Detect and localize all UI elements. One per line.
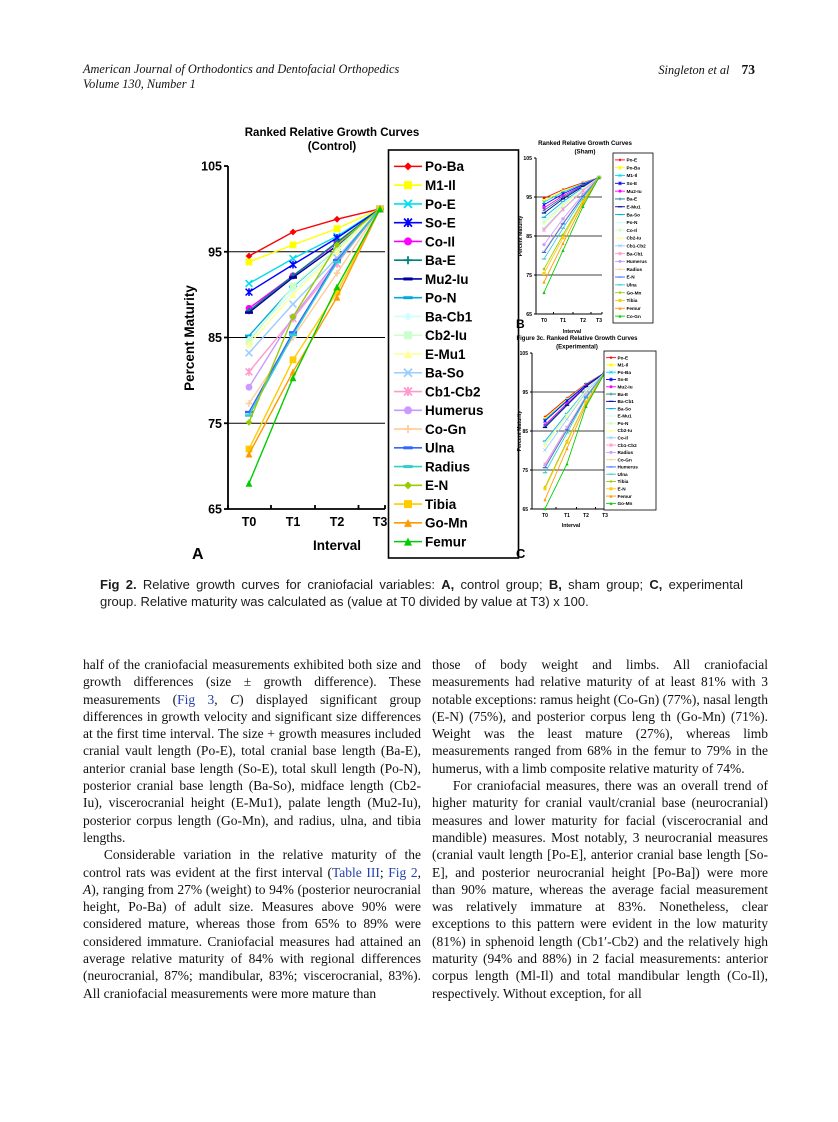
legend-label: Radius [617,450,634,456]
sham-growth-chart [515,133,755,335]
legend-label: Po-N [617,420,629,426]
legend-label: Tibia [425,496,457,512]
legend-label: Ba-E [626,196,638,202]
text-segment: For craniofacial measures, there was an overall trend of higher maturity for cranial vault/cranial base (neurocranial) measures and lower maturity for facial (viscerocranial and mandible) measures. Most notably, 3 neurocranial measures (cranial vault length [Po-E], anterior cranial base length [So-E], and posterior neurocranial height [Po-Ba]) were more than 90% mature, whereas the average facial measurement was relatively immature at 83%. Nonetheless, clear exceptions to this pattern were evident in the low maturity (81%) in sphenoid length (Cb1′-Cb2) and the relatively high maturity (94% and 88%) in 2 facial measurements: anterior corpus length (Ml-Il) and total mandibular length (Co-Il), respectively. Without exception, for all [432,778,768,1001]
paragraph [432,656,768,777]
legend-label: Radius [626,266,643,272]
y-tick-label: 65 [526,311,532,318]
legend-label: Cb2-Iu [425,328,467,344]
x-tick-label: T0 [542,513,548,519]
y-tick-label: 105 [519,350,528,357]
paragraph [83,846,421,1002]
text-segment: C, [649,577,663,592]
legend-label: Po-Ba [425,159,465,175]
legend-label: Tibia [626,298,638,304]
legend-label: E-Mu1 [425,346,466,362]
x-tick-label: T2 [579,318,587,324]
x-axis-labels [541,318,602,324]
legend-label: Po-N [425,290,457,306]
journal-issue: Volume 130, Number 1 [83,77,196,91]
legend-label: Po-E [626,157,638,163]
text-segment: A, [441,577,455,592]
x-tick-label: T1 [564,513,570,519]
text-segment: ; [379,864,389,880]
x-tick-label: T1 [559,318,567,324]
legend-label: E-N [617,486,626,492]
legend-label: Humerus [425,403,484,419]
y-tick-label: 85 [522,428,528,435]
legend-label: Mu2-Iu [425,271,469,287]
figure-panel-c [515,332,755,564]
y-axis-title: Percent Maturity [517,410,523,452]
legend-label: Ulna [617,471,628,477]
text-segment: , [417,864,421,880]
body-column-left [83,656,421,1002]
x-tick-label: T1 [285,515,301,529]
x-tick-label: T0 [241,515,257,529]
page-number: 73 [741,62,755,77]
x-axis-labels [542,513,608,519]
x-tick-label: T3 [602,513,608,519]
legend-label: Co-Il [617,435,628,441]
figure-caption [100,577,743,610]
legend [613,153,653,323]
legend-label: Radius [425,459,471,475]
legend-label: E-Mu1 [617,413,632,419]
legend-label: Cb2-Iu [626,235,642,241]
legend-label: Ba-Cb1 [626,251,643,257]
x-axis-labels [242,515,388,529]
legend-label: So-E [425,215,456,231]
legend-label: Ulna [626,282,637,288]
panel-letter: A [192,546,204,563]
journal-title: American Journal of Orthodontics and Dentofacial Orthopedics [83,62,400,76]
y-tick-label: 75 [526,272,532,279]
legend-label: Ba-So [617,406,632,412]
paragraph [432,777,768,1002]
experimental-growth-chart [515,332,755,564]
y-tick-label: 65 [522,506,528,513]
legend-label: Ba-Cb1 [617,399,634,405]
y-axis-title: Percent Maturity [182,285,197,391]
control-growth-chart [170,122,522,566]
running-head-right [658,62,755,78]
x-axis-title: Interval [561,523,581,529]
legend-label: Po-E [425,196,456,212]
legend-label: Ba-So [626,212,641,218]
legend-item [606,443,637,448]
y-axis-ticks [523,156,536,318]
text-segment: control group; [454,577,549,592]
legend-label: M1-Il [425,178,456,194]
y-tick-label: 75 [208,416,222,431]
legend [389,150,519,558]
citation-link[interactable]: Table III [332,864,380,880]
y-tick-label: 95 [526,194,532,201]
chart-title: Ranked Relative Growth Curves [244,127,420,139]
text-segment: C [230,691,240,707]
y-tick-label: 105 [523,155,532,162]
legend-label: So-E [617,377,629,383]
legend-label: Humerus [626,259,647,265]
legend-label: Ulna [425,440,455,456]
legend-label: Po-Ba [617,369,632,375]
legend-label: Ba-So [425,365,465,381]
legend-label: Ba-E [425,253,456,269]
x-tick-label: T2 [583,513,589,519]
legend-label: So-E [626,181,638,187]
x-tick-label: T0 [540,318,548,324]
y-axis-ticks [201,160,228,517]
legend-label: Cb1-Cb2 [617,442,637,448]
legend-label: Cb2-Iu [617,428,633,434]
text-segment: half of the craniofacial measurements exhibited both size and growth differences (size ± growth difference). These measurements ( [83,657,421,707]
citation-link[interactable]: Fig 3 [177,691,215,707]
text-segment: B, [548,577,562,592]
legend-label: E-N [626,274,635,280]
x-tick-label: T2 [329,515,345,529]
text-segment: Relative growth curves for craniofacial variables: [136,577,442,592]
series-Ulna [543,373,607,473]
running-author: Singleton et al [658,63,730,77]
legend-label: Po-E [617,355,629,361]
legend-label: Co-Gn [626,313,641,319]
citation-link[interactable]: Fig 2 [388,864,418,880]
chart-subtitle: (Experimental) [556,344,598,351]
legend-label: Go-Mn [617,501,633,507]
x-tick-label: T3 [372,515,388,529]
legend-label: Co-Il [425,234,455,250]
legend-label: E-Mu1 [626,204,641,210]
legend-label: Go-Mn [425,515,468,531]
chart-title: Figure 3c. Ranked Relative Growth Curves [516,336,638,342]
y-tick-label: 65 [208,502,222,517]
legend-label: Femur [617,493,632,499]
legend-label: Co-Gn [425,421,467,437]
y-tick-label: 75 [522,467,528,474]
legend-label: Cb1-Cb2 [626,243,646,249]
legend-label: Po-N [626,220,638,226]
y-tick-label: 95 [522,389,528,396]
text-segment: sham group; [561,577,650,592]
text-segment: those of body weight and limbs. All craniofacial measurements had relative maturity of at least 81% with 3 notable exceptions: ramus height (Co-Gn) (77%), nasal length (E-N) (75%), and posterior corpus leng th (Go-Mn) (71%). Weight was the least mature (27%), whereas limb measurements ranged from 68% in the femur to 79% in the humerus, with a limb composite relative maturity of 74%. [432,657,768,776]
legend-label: Femur [626,305,641,311]
legend-label: Tibia [617,479,629,485]
text-segment: Considerable variation in the relative maturity of the control rats was evident at the first interval ( [83,847,421,880]
series-Co-Gn [246,206,384,407]
y-tick-label: 95 [208,245,222,260]
text-segment: A [83,881,92,897]
figure-panel-a [170,122,522,566]
legend-label: Femur [425,534,467,550]
running-head [83,62,399,92]
paragraph [83,656,421,846]
x-axis-title: Interval [312,538,362,553]
x-axis-title: Interval [562,329,582,335]
chart-title: Ranked Relative Growth Curves [538,140,632,147]
y-tick-label: 85 [526,233,532,240]
text-segment: ), ranging from 27% (weight) to 94% (posterior neurocranial height, Po-Ba) of adult size. Measures above 90% were considered mature, whereas those from 65% to 89% were considered immature. Craniofacial measures had attained an average relative maturity of 84% with regional differences (neurocranial, 87%; mandibular, 83%; viscerocranial, 83%). All craniofacial measurements were more mature than [83,881,421,1001]
legend-label: Co-Gn [617,457,632,463]
legend-label: M1-Il [617,362,629,368]
panel-letter: C [516,546,526,561]
body-column-right [432,656,768,1002]
legend-label: Go-Mn [626,290,642,296]
legend-label: Ba-Cb1 [425,309,473,325]
series-Femur [543,371,606,501]
text-segment: , [214,691,231,707]
figure-panel-b [515,133,755,335]
y-axis-title: Percent Maturity [518,215,524,257]
y-tick-label: 105 [201,159,222,174]
legend-label: Cb1-Cb2 [425,384,481,400]
panel-letter: B [516,317,525,331]
legend-label: Mu2-Iu [626,188,642,194]
chart-subtitle: (Sham) [574,148,596,156]
legend-label: M1-Il [626,173,638,179]
x-tick-label: T3 [595,318,603,324]
legend-label: Humerus [617,464,638,470]
legend-label: Co-Il [626,227,637,233]
legend-label: Po-Ba [626,165,641,171]
legend-label: E-N [425,478,449,494]
chart-subtitle: (Control) [307,141,357,153]
series-Tibia [246,206,384,453]
legend-label: Ba-E [617,391,629,397]
text-segment: experimental group. Relative maturity was calculated as (value at T0 divided by value at T3) x 100. [100,577,743,609]
legend [604,351,656,510]
series-Go-Mn [246,206,384,458]
text-segment: Fig 2. [100,577,137,592]
legend-label: Mu2-Iu [617,384,633,390]
y-tick-label: 85 [208,331,222,345]
text-segment: ) displayed significant group differences in growth velocity and significant size differences at the first time interval. The size + growth measures included cranial vault length (Po-E), total cranial base length (Ba-E), anterior cranial base length (So-E), total skull length (Po-N), posterior cranial base length (Ba-So), midface length (Cb2-Iu), viscerocranial height (E-Mu1), palate length (Mu2-Iu), posterior corpus length (Go-Mn), and radius, ulna, and tibia lengths. [83,691,422,845]
gridlines [532,392,607,470]
